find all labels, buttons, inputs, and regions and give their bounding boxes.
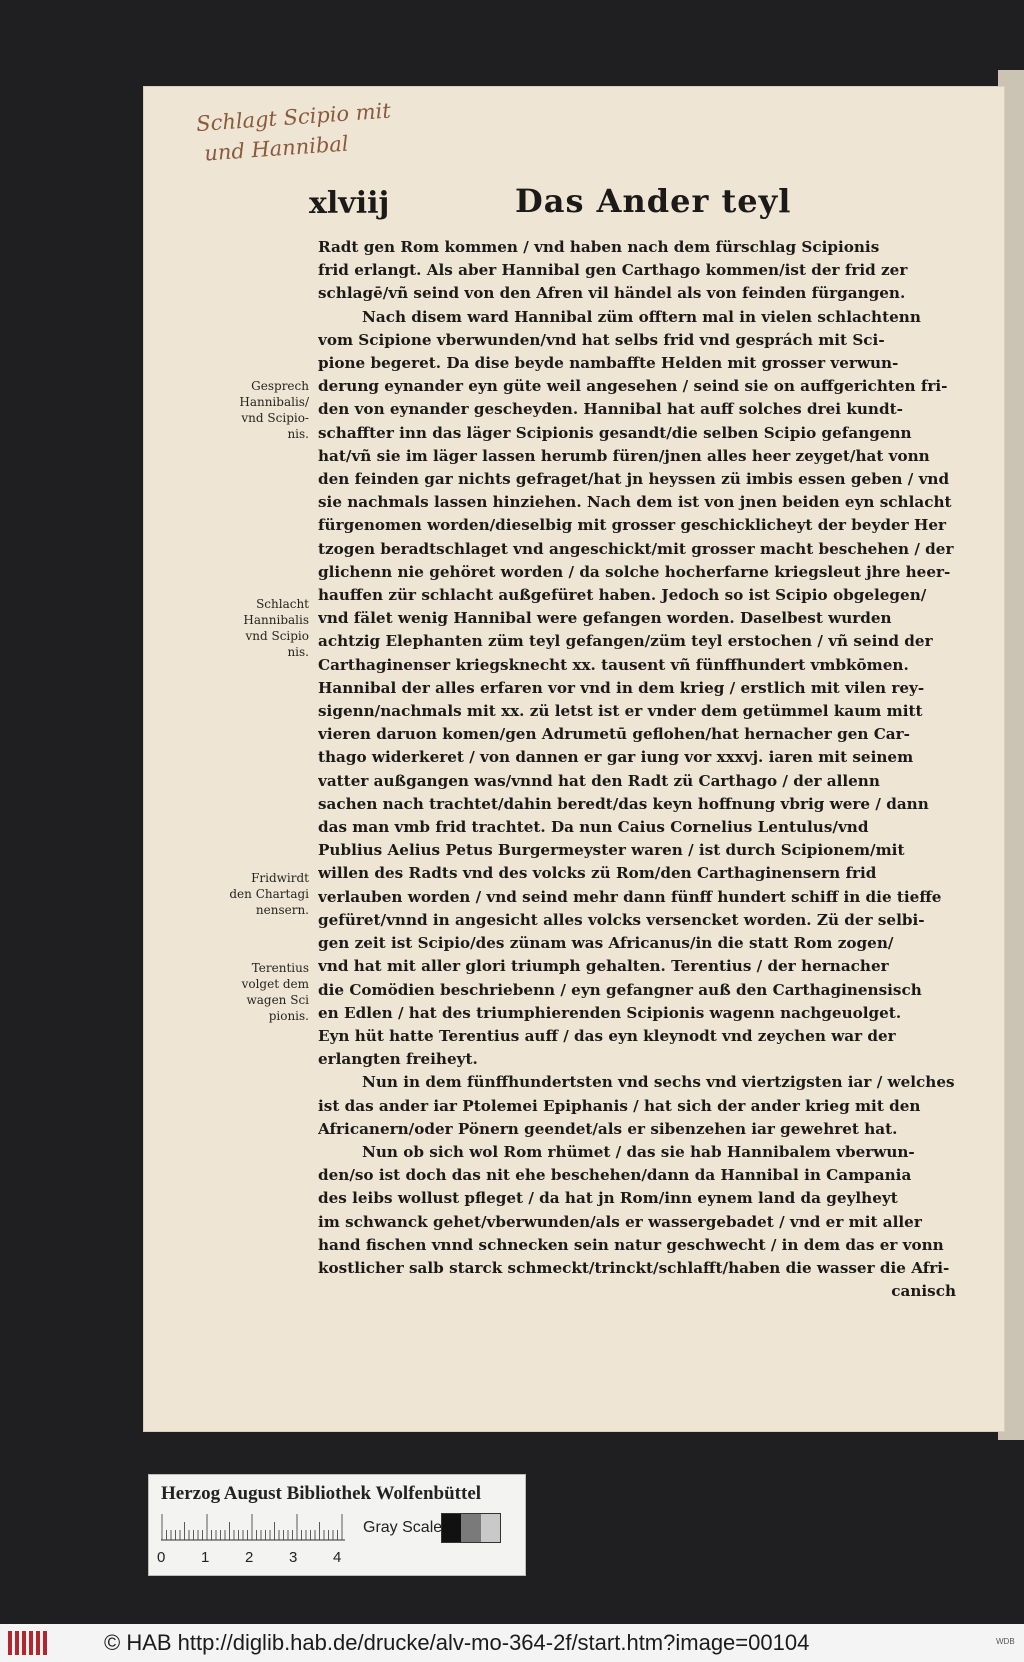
gray-swatch-black (442, 1514, 461, 1542)
ruler-number: 3 (289, 1549, 298, 1566)
text-line: schaffter inn das läger Scipionis gesandt/die selben Scipio gefangenn (318, 423, 912, 442)
text-line: thago widerkeret / von dannen er gar iung vor xxxvj. iaren mit seinem (318, 748, 914, 767)
text-line: derung eynander eyn güte weil angesehen / seind sie on auffgerichten fri- (318, 377, 948, 396)
folio-number: xlviij (309, 186, 390, 221)
text-line: vnd hat mit aller glori triumph gehalten. Terentius / der hernacher (318, 957, 889, 976)
margin-note-line: Hannibalis/ (239, 395, 309, 409)
text-line: vnd fälet wenig Hannibal were gefangen worden. Daselbest wurden (318, 609, 892, 628)
footer-copyright-url[interactable]: © HAB http://diglib.hab.de/drucke/alv-mo-364-2f/start.htm?image=00104 (104, 1630, 810, 1655)
grayscale-label: Gray Scale (363, 1519, 443, 1536)
text-line: den/so ist doch das nit ehe beschehen/dann da Hannibal in Campania (318, 1166, 912, 1185)
footer-mark: WDB (996, 1637, 1015, 1646)
text-line: Radt gen Rom kommen / vnd haben nach dem fürschlag Scipionis (318, 238, 880, 256)
text-line: schlagē/vñ seind von den Afren vil händel als von feinden fürgangen. (318, 284, 906, 303)
text-line: des leibs wollust pfleget / da hat jn Rom/inn eynem land da geylheyt (318, 1189, 898, 1208)
text-line: achtzig Elephanten züm teyl gefangen/züm teyl erstochen / vñ seind der (318, 632, 933, 651)
margin-note-line: wagen Sci (246, 993, 309, 1007)
text-line: willen des Radts vnd des volcks zü Rom/den Carthaginensern frid (318, 864, 877, 883)
text-line: vom Scipione vberwunden/vnd hat selbs frid vnd gesprách mit Sci- (318, 330, 885, 349)
margin-note-fridwirdt (219, 870, 309, 918)
footer-bar (0, 1624, 1024, 1662)
text-line: sachen nach trachtet/dahin beredt/das keyn hoffnung vbrig were / dann (318, 794, 929, 813)
text-line: erlangten freiheyt. (318, 1050, 478, 1069)
text-line: vatter außgangen was/vnnd hat den Radt zü Carthago / der allenn (318, 771, 880, 790)
margin-note-line: Fridwirdt (251, 871, 309, 885)
margin-note-line: Hannibalis (243, 613, 309, 627)
text-line: die Comödien beschriebenn / eyn gefangner auß den Carthaginensisch (318, 980, 922, 999)
text-line: Carthaginenser kriegsknecht xx. tausent vñ fünffhundert vmbkōmen. (318, 655, 909, 674)
text-line: fürgenomen worden/dieselbig mit grosser geschicklicheyt der beyder Her (318, 516, 946, 535)
ruler-scale (161, 1513, 345, 1541)
margin-note-gesprech (219, 378, 309, 442)
ruler-number: 4 (333, 1549, 342, 1566)
ruler-number: 1 (201, 1549, 210, 1566)
margin-note-schlacht (219, 596, 309, 660)
library-name: Herzog August Bibliothek Wolfenbüttel (161, 1483, 482, 1504)
running-head: Das Ander teyl (515, 182, 792, 220)
margin-note-line: nis. (287, 427, 309, 441)
handwritten-note-line: und Hannibal (203, 131, 350, 166)
text-line: Nun ob sich wol Rom rhümet / das sie hab Hannibalem vberwun- (362, 1142, 915, 1161)
gray-swatch-mid (461, 1514, 480, 1542)
gray-swatch-light (481, 1514, 500, 1542)
margin-note-line: vnd Scipio- (241, 411, 309, 425)
margin-note-terentius (219, 960, 309, 1024)
text-line: sigenn/nachmals mit xx. zü letst ist er vnder dem getümmel kaum mitt (318, 702, 923, 721)
margin-note-line: Gesprech (251, 379, 309, 393)
book-page (143, 86, 1005, 1432)
catchword: canisch (891, 1282, 956, 1301)
text-line: Africanern/oder Pönern geendet/als er sibenzehen iar gewehret hat. (318, 1119, 898, 1138)
margin-note-line: nis. (287, 645, 309, 659)
margin-note-line: den Chartagi (229, 887, 309, 901)
margin-note-line: nensern. (255, 903, 309, 917)
text-line: Nun in dem fünffhundertsten vnd sechs vnd viertzigsten iar / welches (362, 1073, 955, 1092)
text-line: kostlicher salb starck schmeckt/trinckt/schlafft/haben die wasser die Afri- (318, 1258, 950, 1277)
text-line: en Edlen / hat des triumphierenden Scipionis wagenn nachgeuolget. (318, 1003, 902, 1022)
text-line: verlauben worden / vnd seind mehr dann fünff hundert schiff in die tieffe (318, 887, 942, 906)
hab-logo-icon (6, 1628, 50, 1658)
text-line: pione begeret. Da dise beyde nambaffte Helden mit grosser verwun- (318, 354, 899, 373)
handwritten-note-line: Schlagt Scipio mit (195, 98, 392, 137)
text-line: Hannibal der alles erfaren vor vnd in dem krieg / erstlich mit vilen rey- (318, 678, 925, 697)
text-line: sie nachmals lassen hinziehen. Nach dem ist von jnen beiden eyn schlacht (318, 493, 952, 512)
text-line: den von eynander gescheyden. Hannibal hat auff solches drei kundt- (318, 400, 903, 419)
body-text (318, 236, 958, 1303)
text-line: im schwanck gehet/vberwunden/als er wassergebadet / vnd er mit aller (318, 1212, 922, 1231)
text-line: gefüret/vnnd in angesicht alles volcks versencket worden. Zü der selbi- (318, 910, 925, 929)
margin-note-line: Terentius (251, 961, 309, 975)
library-label (148, 1474, 526, 1576)
margin-note-line: volget dem (241, 977, 309, 991)
text-line: ist das ander iar Ptolemei Epiphanis / hat sich der ander krieg mit den (318, 1096, 921, 1115)
text-line: vieren daruon komen/gen Adrumetū geflohen/hat hernacher gen Car- (318, 725, 910, 744)
text-line: den feinden gar nichts gefraget/hat jn heyssen zü imbis essen geben / vnd (318, 470, 950, 489)
text-line: hauffen zür schlacht außgefüret haben. Jedoch so ist Scipio obgelegen/ (318, 586, 927, 605)
margin-note-line: Schlacht (256, 597, 309, 611)
text-line: gen zeit ist Scipio/des zünam was Africanus/in die statt Rom zogen/ (318, 934, 894, 953)
text-line: Publius Aelius Petus Burgermeyster waren / ist durch Scipionem/mit (318, 841, 905, 860)
handwritten-note (195, 91, 459, 169)
text-line: Eyn hüt hatte Terentius auff / das eyn kleynodt vnd zeychen war der (318, 1026, 896, 1045)
text-line: glichenn nie gehöret worden / da solche hocherfarne kriegsleut jhre heer- (318, 562, 951, 581)
text-line: hat/vñ sie im läger lassen herumb füren/jnen alles heer zeyget/hat vonn (318, 446, 930, 465)
ruler-number: 0 (157, 1549, 166, 1566)
text-line: frid erlangt. Als aber Hannibal gen Carthago kommen/ist der frid zer (318, 261, 908, 280)
text-line: das man vmb frid trachtet. Da nun Caius Cornelius Lentulus/vnd (318, 818, 869, 837)
ruler-number: 2 (245, 1549, 254, 1566)
text-line: Nach disem ward Hannibal züm offtern mal in vielen schlachtenn (362, 307, 921, 326)
margin-note-line: vnd Scipio (245, 629, 309, 643)
grayscale-swatch (441, 1513, 501, 1543)
margin-note-line: pionis. (268, 1009, 309, 1023)
text-line: hand fischen vnnd schnecken sein natur geschwecht / in dem das er vonn (318, 1235, 944, 1254)
text-line: tzogen beradtschlaget vnd angeschickt/mit grosser macht beschehen / der (318, 539, 954, 558)
